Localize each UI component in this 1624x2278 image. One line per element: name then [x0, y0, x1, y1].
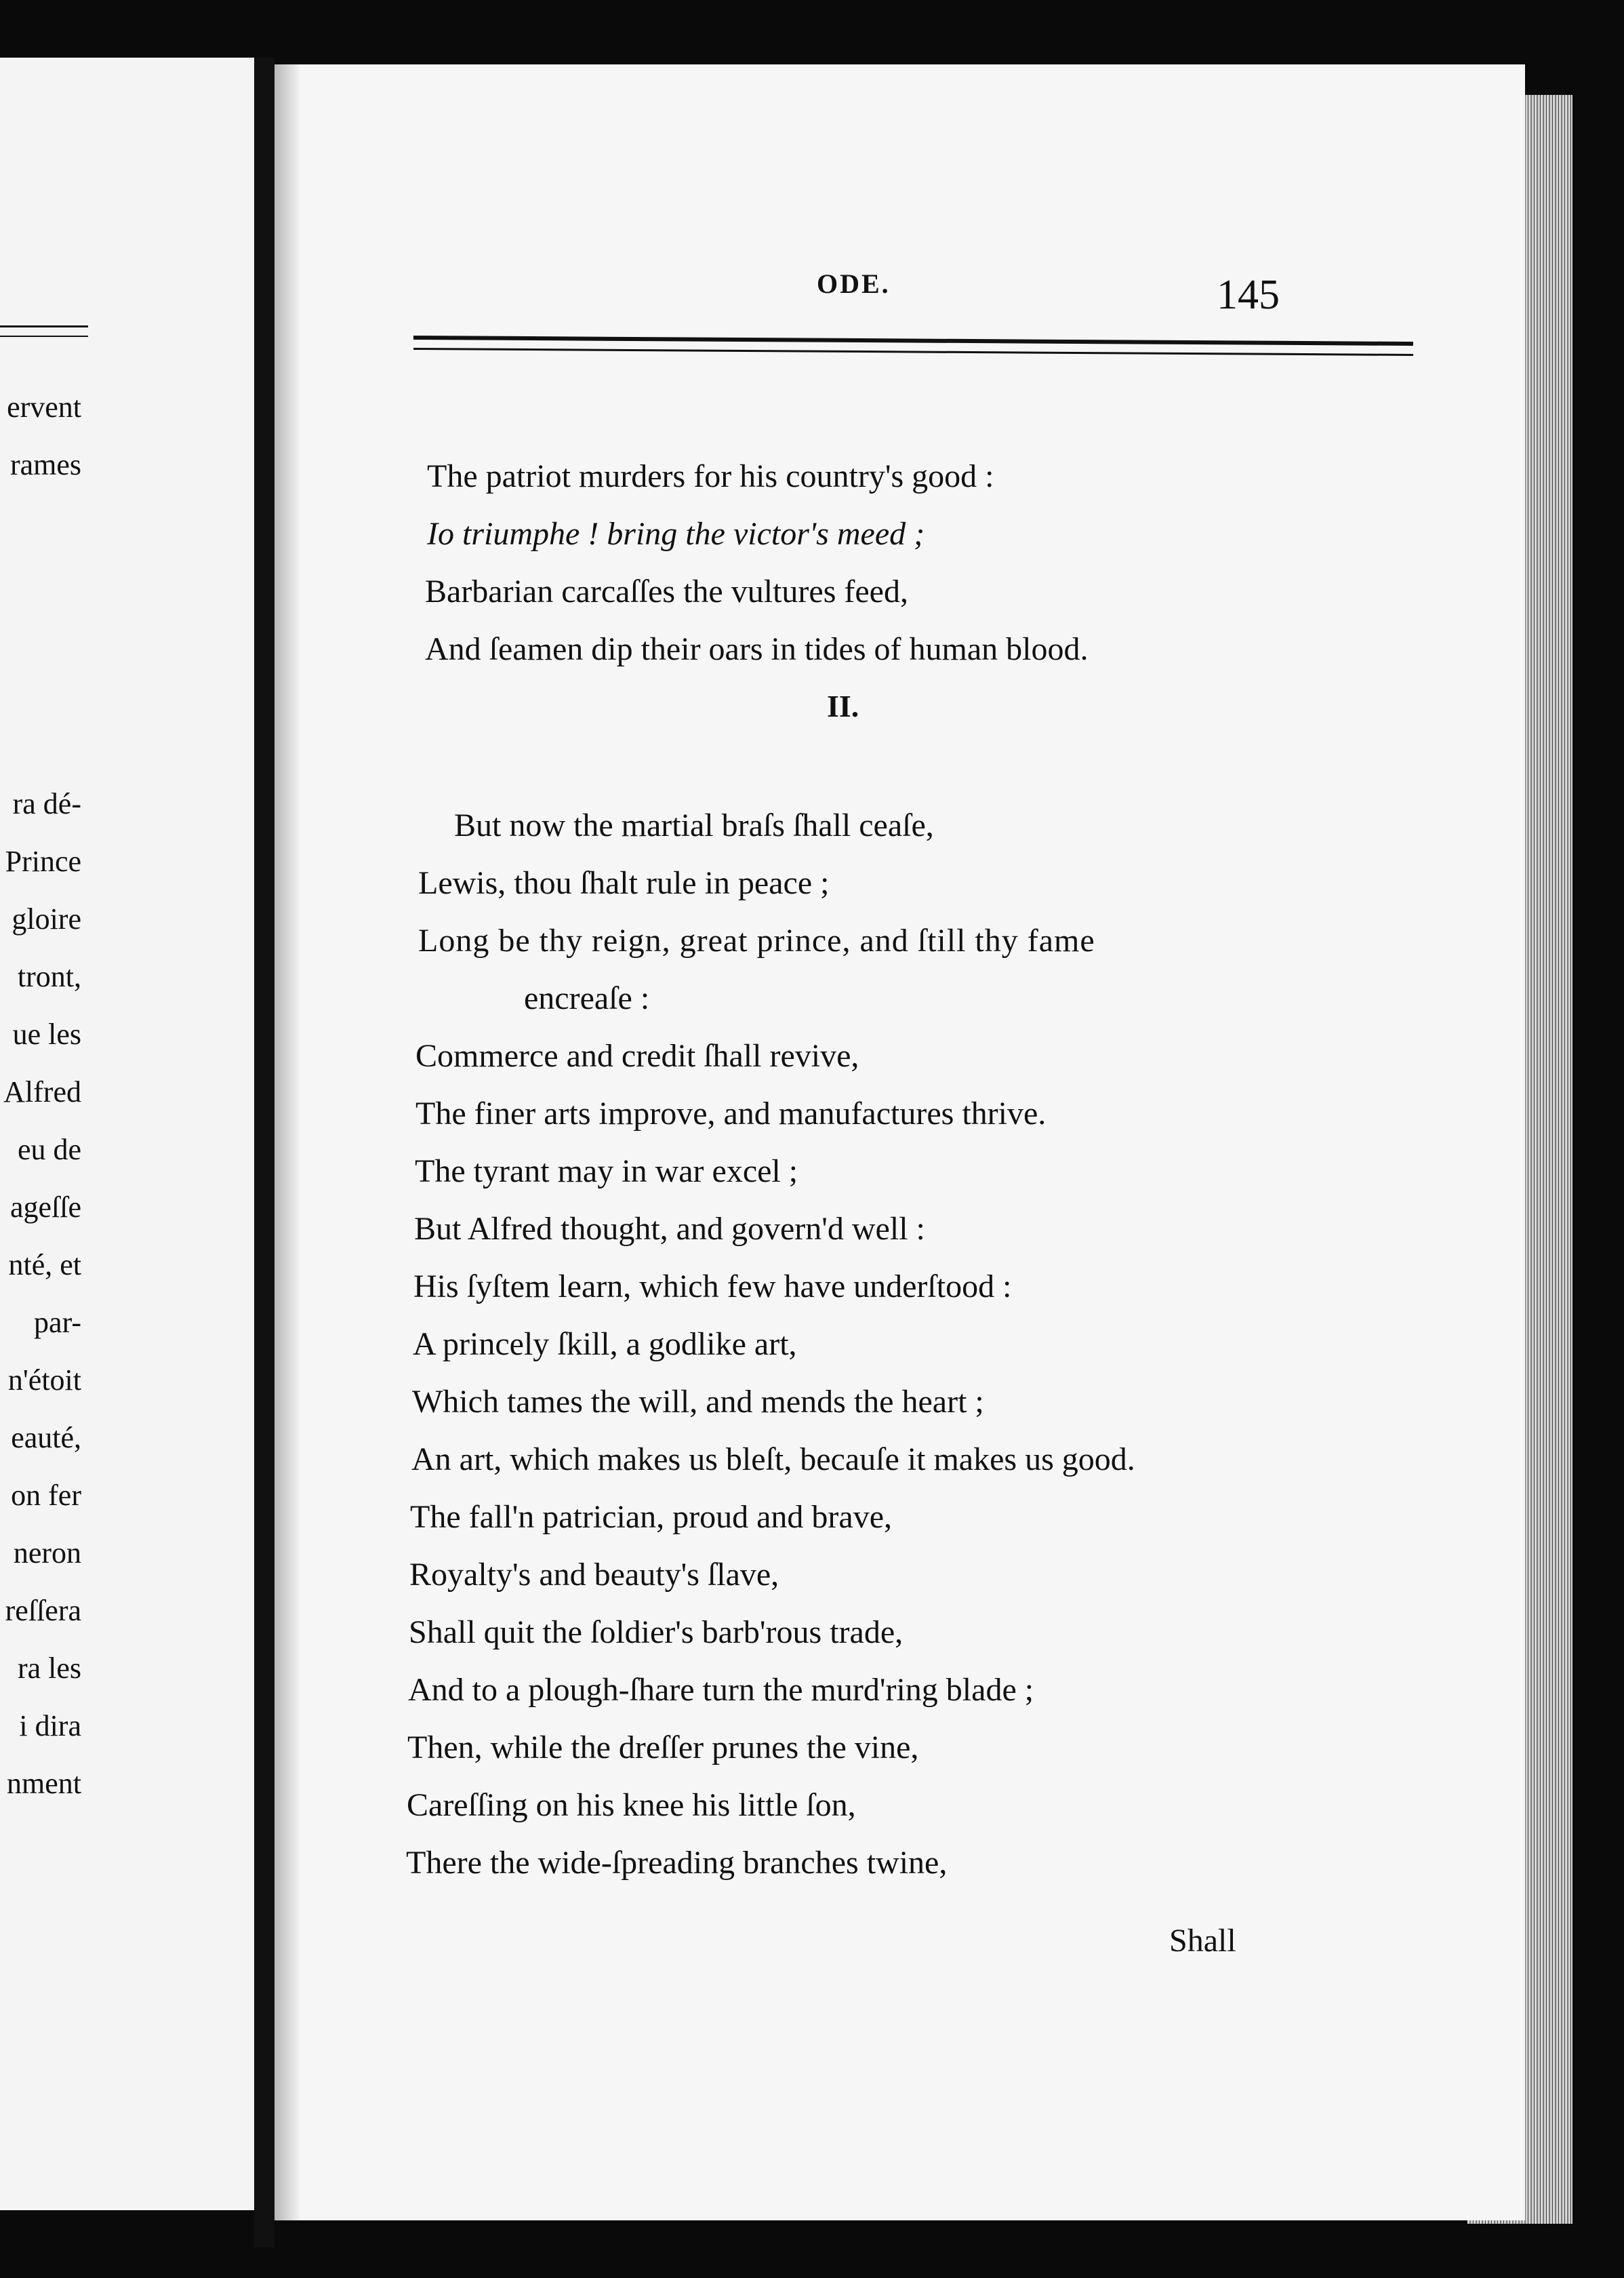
left-line-fragment: tront,	[17, 960, 81, 993]
verse-line: Shall quit the ſoldier's barb'rous trade,	[409, 1614, 904, 1650]
verse-line: Lewis, thou ſhalt rule in peace ;	[418, 865, 830, 901]
left-line-fragment: nté, et	[8, 1248, 81, 1281]
verse-line: The fall'n patrician, proud and brave,	[410, 1499, 893, 1535]
left-page	[0, 58, 254, 2210]
left-page-rule-thin	[0, 336, 88, 337]
left-page-rule	[0, 325, 88, 327]
left-line-fragment: neron	[13, 1536, 81, 1570]
book-gutter	[254, 58, 275, 2247]
header-rule-thick	[413, 336, 1413, 346]
left-line-fragment: ageſſe	[9, 1191, 81, 1224]
verse-line: The patriot murders for his country's good :	[427, 458, 994, 494]
left-line-fragment: on fer	[11, 1479, 81, 1512]
gutter-shadow	[275, 64, 302, 2220]
verse-line: But Alfred thought, and govern'd well :	[414, 1211, 925, 1247]
verse-line-continuation: encreaſe :	[524, 980, 650, 1016]
left-line-fragment: ue les	[12, 1018, 81, 1051]
verse-line: But now the martial braſs ſhall ceaſe,	[454, 807, 934, 843]
left-line-fragment: reſſera	[5, 1594, 81, 1627]
verse-line: And ſeamen dip their oars in tides of human blood.	[425, 631, 1089, 667]
left-line-fragment: nment	[7, 1767, 81, 1800]
left-line-fragment: n'étoit	[7, 1363, 81, 1397]
verse-line: Careſſing on his knee his little ſon,	[407, 1787, 856, 1823]
left-line-fragment: ra dé-	[12, 787, 81, 820]
right-page	[275, 64, 1525, 2220]
left-line-fragment: ra les	[17, 1652, 81, 1685]
left-line-fragment: par-	[34, 1306, 81, 1339]
left-line-fragment: ervent	[7, 391, 81, 424]
verse-line: Long be thy reign, great prince, and ſtill thy fame	[418, 923, 1095, 959]
verse-line: An art, which makes us bleſt, becauſe it makes us good.	[411, 1441, 1135, 1477]
left-line-fragment: rames	[9, 448, 81, 481]
verse-line: Then, while the dreſſer prunes the vine,	[407, 1730, 919, 1765]
verse-line: Barbarian carcaſſes the vultures feed,	[425, 574, 908, 610]
stanza-heading: II.	[827, 689, 859, 723]
verse-line: His ſyſtem learn, which few have underſtood :	[413, 1268, 1012, 1304]
verse-line: The tyrant may in war excel ;	[415, 1153, 798, 1189]
page-number: 145	[1217, 272, 1280, 318]
catchword: Shall	[1169, 1923, 1236, 1959]
left-line-fragment: i dira	[19, 1709, 81, 1742]
header-rule-thin	[413, 348, 1413, 356]
verse-line: A princely ſkill, a godlike art,	[413, 1326, 797, 1362]
verse-line: Royalty's and beauty's ſlave,	[409, 1557, 779, 1593]
left-line-fragment: Prince	[5, 845, 81, 878]
left-line-fragment: eauté,	[11, 1421, 81, 1454]
verse-line: And to a plough-ſhare turn the murd'ring blade ;	[408, 1672, 1034, 1708]
verse-line: Which tames the will, and mends the heart ;	[412, 1384, 984, 1420]
verse-line: There the wide-ſpreading branches twine,	[406, 1845, 948, 1881]
running-head: ODE.	[817, 268, 891, 299]
verse-line: Io triumphe ! bring the victor's meed ;	[427, 516, 925, 552]
left-line-fragment: gloire	[12, 902, 81, 936]
verse-line: Commerce and credit ſhall revive,	[415, 1038, 859, 1074]
left-line-fragment: eu de	[17, 1133, 81, 1166]
verse-line: The finer arts improve, and manufactures thrive.	[415, 1096, 1047, 1132]
left-line-fragment: Alfred	[3, 1075, 81, 1108]
